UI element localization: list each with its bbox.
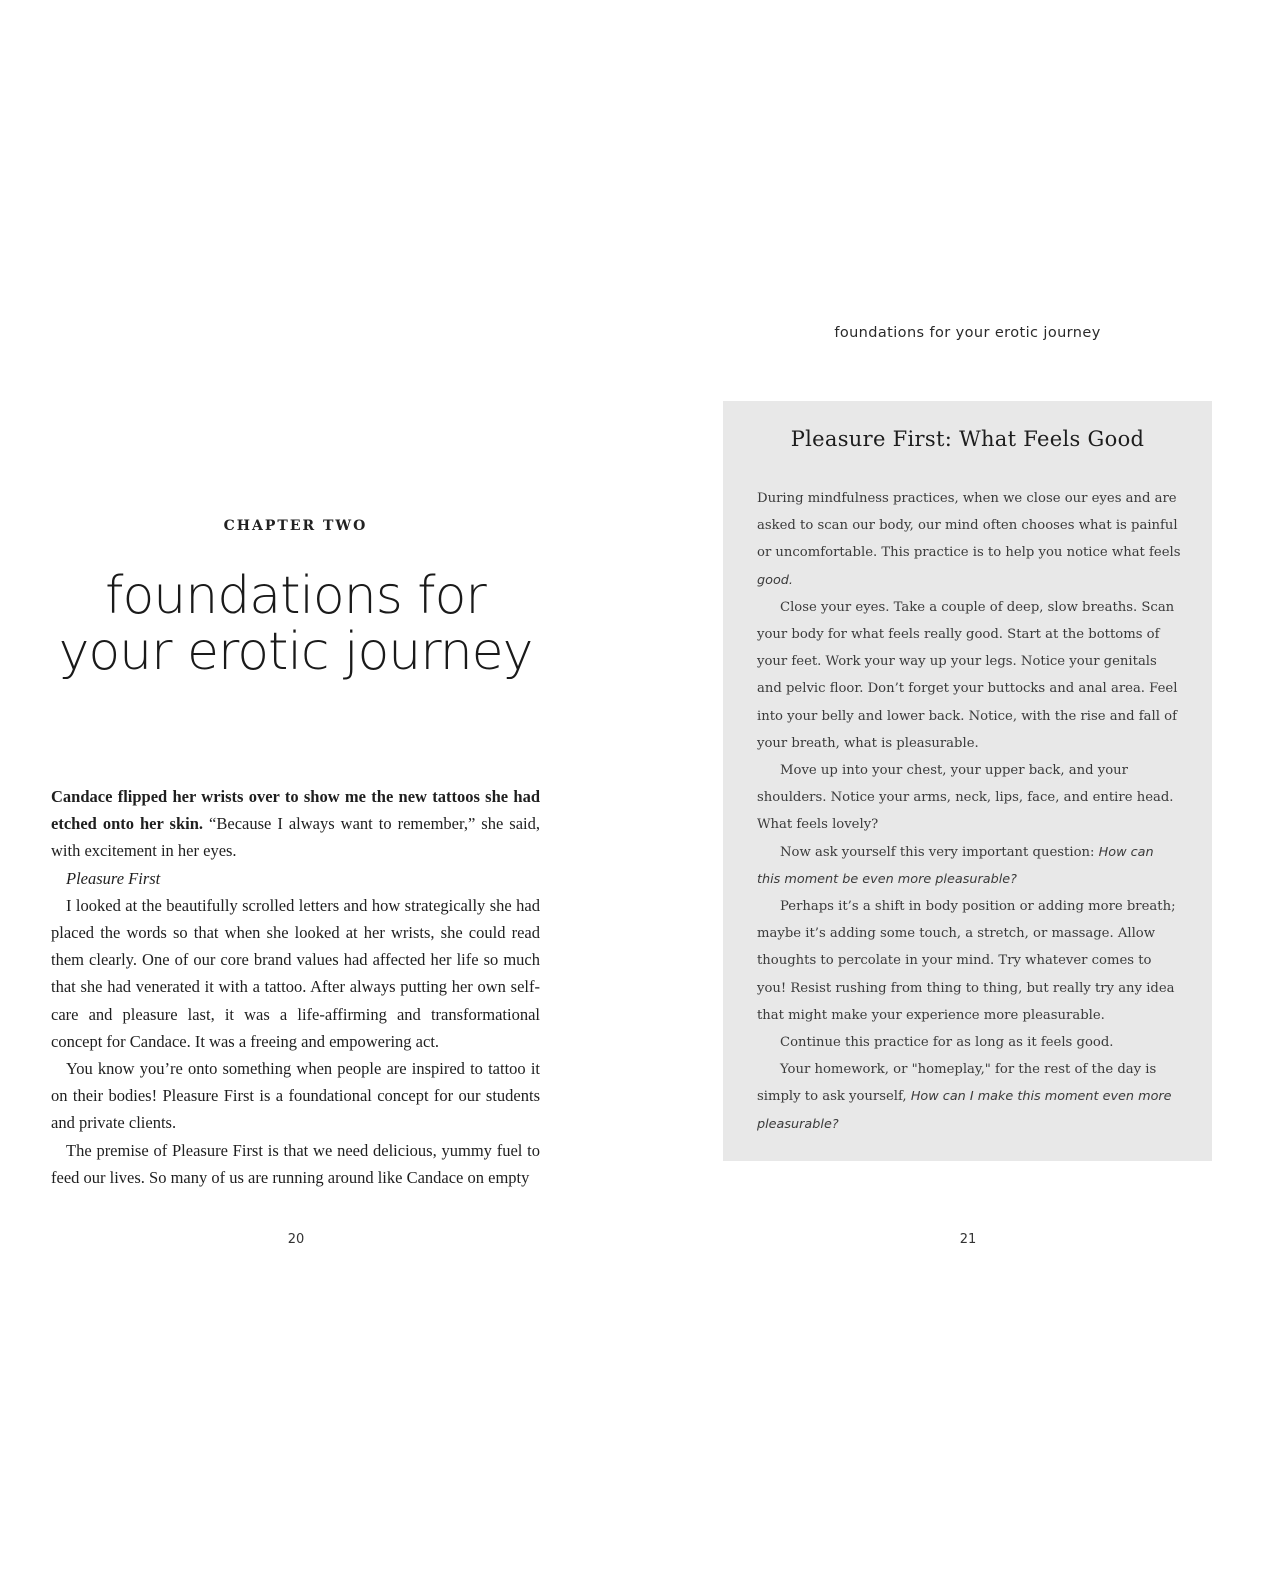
paragraph-5: The premise of Pleasure First is that we need delicious, yummy fuel to feed our lives. So many of us are running around like Candace on empty (51, 1140, 540, 1187)
sidebar-paragraph-1-italic: good. (757, 572, 793, 588)
left-page (0, 0, 637, 1575)
chapter-label: CHAPTER TWO (223, 518, 368, 534)
paragraph-1-lead: Candace flipped her wrists over to show me the new tattoos she had etched onto her skin. (51, 787, 540, 834)
right-page (637, 0, 1275, 1575)
body-text (51, 783, 540, 1191)
sidebar-text (757, 485, 1181, 1138)
sidebar-paragraph-4 (757, 839, 1181, 893)
sidebar-paragraph-1-text: During mindfulness practices, when we close our eyes and are asked to scan our body, our mind often chooses what is painful or uncomfortable. This practice is to help you notice what feels (757, 491, 1181, 561)
sidebar-title: Pleasure First: What Feels Good (790, 427, 1145, 451)
paragraph-1-rest: “Because I always want to remember,” she said, with excitement in her eyes. (51, 814, 540, 861)
sidebar-paragraph-5: Perhaps it’s a shift in body position or adding more breath; maybe it’s adding some touch, a stretch, or massage. Allow thoughts to percolate in your mind. Try whatever comes to you! Resist rushing from thing to thing, but really try any idea that might make your experience more pleasurable. (757, 899, 1176, 1023)
chapter-title-line-1: foundations for (105, 566, 486, 626)
paragraph-3: I looked at the beautifully scrolled letters and how strategically she had placed the words so that when she looked at her wrists, she could read them clearly. One of our core brand values had affected her life so much that she had venerated it with a tattoo. After always putting her own self-care and pleasure last, it was a life-affirming and transformational concept for Candace. It was a freeing and empowering act. (51, 895, 540, 1051)
paragraph-1 (51, 783, 540, 865)
chapter-title-line-2: your erotic journey (58, 622, 533, 682)
sidebar-box (723, 401, 1212, 1161)
sidebar-paragraph-2: Close your eyes. Take a couple of deep, slow breaths. Scan your body for what feels really good. Start at the bottoms of your feet. Work your way up your legs. Notice your genitals and pelvic floor. Don’t forget your buttocks and anal area. Feel into your belly and lower back. Notice, with the rise and fall of your breath, what is pleasurable. (757, 599, 1178, 751)
chapter-title (30, 568, 561, 680)
sidebar-paragraph-4-text: Now ask yourself this very important question: (780, 844, 1099, 860)
paragraph-2-epigraph: Pleasure First (66, 868, 161, 888)
sidebar-paragraph-7-italic: How can I make this moment even more pleasurable? (757, 1089, 1172, 1132)
page-number-right: 21 (959, 1232, 977, 1247)
sidebar-paragraph-1 (757, 485, 1181, 594)
page-number-left: 20 (287, 1232, 305, 1247)
sidebar-paragraph-3: Move up into your chest, your upper back, and your shoulders. Notice your arms, neck, lips, face, and entire head. What feels lovely? (757, 763, 1174, 833)
running-head: foundations for your erotic journey (834, 325, 1101, 341)
paragraph-4: You know you’re onto something when people are inspired to tattoo it on their bodies! Pleasure First is a foundational concept for our students and private clients. (51, 1059, 540, 1133)
sidebar-paragraph-4-italic: How can this moment be even more pleasurable? (757, 844, 1154, 887)
sidebar-paragraph-7 (757, 1056, 1181, 1138)
sidebar-paragraph-7-text: Your homework, or "homeplay," for the rest of the day is simply to ask yourself, (757, 1062, 1157, 1105)
sidebar-paragraph-6: Continue this practice for as long as it feels good. (780, 1035, 1114, 1051)
